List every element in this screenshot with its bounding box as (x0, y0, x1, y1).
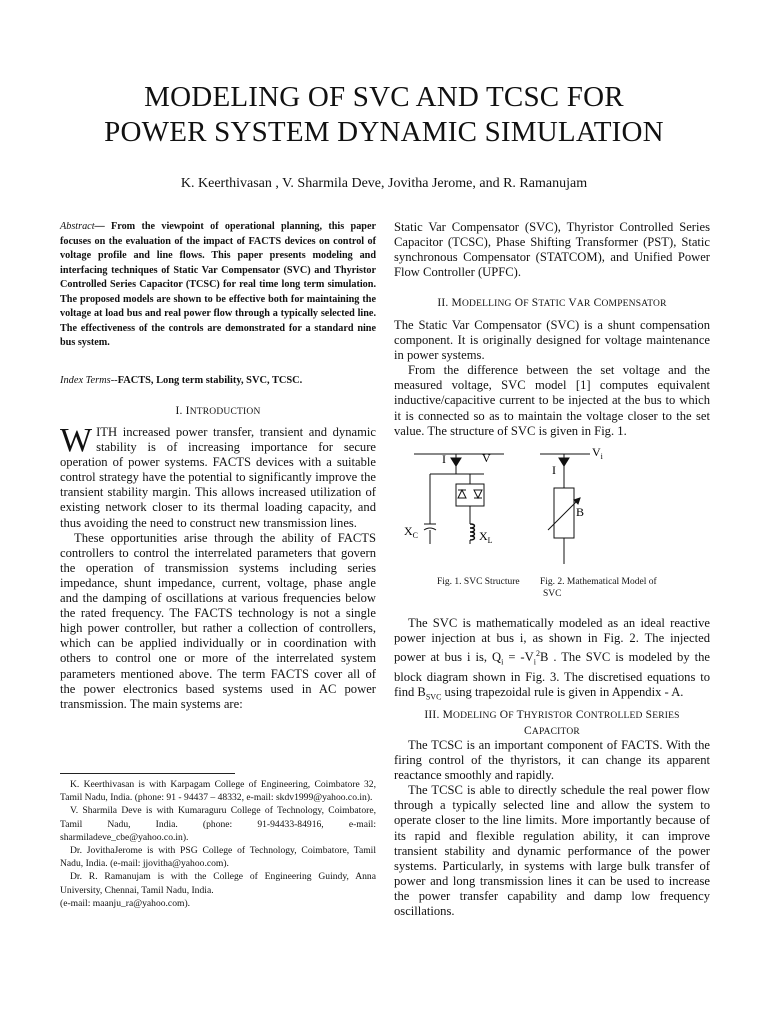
tcsc-paragraph-2: The TCSC is able to directly schedule the real power flow through a typically selected line and allow the system to operate closer to the line limits. More importantly because of its rapid and flexible regulation ability, it can improve transient stability and dynamic performance of the power systems. Particularly, in systems with large bulk transfer of power and long transmission lines it can be used to increase the power transfer capability and damp low frequency oscillations. (394, 783, 710, 919)
index-terms-label: Index Terms-- (60, 375, 118, 386)
svc-model-paragraph (394, 616, 710, 705)
footnote-2: V. Sharmila Deve is with Kumaraguru College of Technology, Coimbatore, Tamil Nadu, India. (phone: 91-94433-84916, e-mail: sharmiladeve_cbe@yahoo.co.in). (60, 805, 376, 843)
svc-model-text-1: The SVC is mathematically modeled as an ideal reactive power injection at bus i, as shown in Fig. 2. The injected power at bus i is, Q (394, 616, 710, 665)
w-initial: V (568, 297, 577, 309)
abstract-dash: — (94, 221, 112, 232)
fig2-b-label: B (576, 505, 585, 519)
fig1-xc-sub: C (412, 531, 419, 540)
section-number: II. (437, 297, 452, 309)
fig1-xl-main: X (479, 529, 488, 543)
w-rest: F (523, 299, 529, 309)
intro-paragraph-1: ITH increased power transfer, transient and dynamic stability is of increasing importance for secure operation of power systems. FACTS devices with a suitable control strategy have the potential to significantly improve the transient stability margin. This allows increased utilization of existing network closer to its thermal loading capacity, and thus avoiding the need to construct new transmission lines. (60, 425, 376, 530)
w-rest: ONTROLLED (583, 711, 643, 721)
abstract (60, 220, 376, 351)
intro-paragraph-2: These opportunities arise through the ability of FACTS controllers to control the interrelated parameters that govern the operation of transmission systems including series impedance, shunt impedance, current, voltage, phase angle and the damping of oscillations at various frequencies below the rated frequency. The FACTS technology is not a single high power controller, but rather a collection of controllers, which can be applied individually or in coordination with others to control one or more of the interrelated system parameters mentioned above. The term FACTS cover all of the power electronics based systems used in AC power transmission. The main systems are: (60, 530, 376, 711)
fig1-i-label: I (442, 452, 446, 466)
fig1-caption: Fig. 1. SVC Structure (437, 577, 520, 587)
facts-systems-list: Static Var Compensator (SVC), Thyristor Controlled Series Capacitor (TCSC), Phase Shifting Transformer (PST), Static synchronous Compensator (STATCOM), and Unified Power Flow Controller (UPFC). (394, 220, 710, 280)
w-rest: ERIES (652, 711, 680, 721)
v-subscript: i (533, 657, 536, 667)
footnote-divider (60, 773, 235, 774)
w-initial: T (516, 709, 524, 721)
q-subscript: i (501, 657, 504, 667)
section-heading-svc (394, 296, 710, 312)
section-number: III. (424, 709, 443, 721)
author-list: K. Keerthivasan , V. Sharmila Deve, Jovitha Jerome, and R. Ramanujam (180, 176, 588, 191)
fig2-vi-label (592, 445, 604, 461)
footnote-3: Dr. JovithaJerome is with PSG College of Technology, Coimbatore, Tamil Nadu, India. (e-mail: jjovitha@yahoo.com). (60, 845, 376, 870)
w-initial: M (451, 297, 462, 309)
fig1-xc-main: X (404, 524, 413, 538)
fig2-vi-sub: i (600, 452, 603, 461)
w-initial: S (645, 709, 653, 721)
w-rest: APACITOR (531, 727, 580, 738)
fig1-xl-sub: L (487, 536, 493, 545)
paper-title (0, 80, 768, 150)
svc-paragraph-2: From the difference between the set voltage and the measured voltage, SVC model [1] computes equivalent inductive/capacitive current to be injected at the bus to which it is connected so as to maintain the voltage closer to the set value. The structure of SVC is given in Fig. 1. (394, 363, 710, 438)
footnote-1: K. Keerthivasan is with Karpagam College of Engineering, Coimbatore 32, Tamil Nadu, India. (phone: 91 - 94437 – 48332, e-mail: skdv1999@yahoo.co.in). (60, 779, 376, 804)
v-superscript: 2 (535, 649, 540, 659)
section-rest: NTRODUCTION (189, 407, 261, 417)
fig1-v-label: V (482, 451, 491, 465)
footnote-4: Dr. R. Ramanujam is with the College of Engineering Guindy, Anna University, Chennai, Tamil Nadu, India. (60, 871, 376, 896)
abstract-text: From the viewpoint of operational planning, this paper focuses on the evaluation of the impact of FACTS devices on control of voltage profile and line flows. This paper presents modeling and interfacing techniques of Static Var Compensator (SVC) and Thyristor Controlled Series Capacitor (TCSC) for real time long term simulation. The proposed models are shown to be effective both for maintaining the voltage at load bus and real power flow through a typically selected line. The effectiveness of the controls are demonstrated for a standard nine bus system. (60, 221, 377, 348)
abstract-label: Abstract (60, 221, 95, 232)
svc-model-text-3: B . The SVC is modeled by the block diagram shown in Fig. 3. The discretised equations to find B (394, 650, 710, 700)
index-terms (60, 375, 376, 386)
w-initial: C (575, 709, 584, 721)
w-rest: F (508, 711, 514, 721)
tcsc-body (394, 738, 710, 919)
w-initial: M (442, 709, 454, 721)
index-terms-text: FACTS, Long term stability, SVC, TCSC. (117, 375, 303, 386)
tcsc-paragraph-1: The TCSC is an important component of FACTS. With the firing control of the thyristors, it can change its apparent reactance smoothly and rapidly. (394, 738, 710, 783)
w-rest: AR (576, 299, 591, 309)
section-number: I. (175, 405, 186, 417)
fig1-xc-label (404, 524, 418, 540)
w-initial: O (499, 709, 509, 721)
svc-figures (394, 440, 714, 575)
svc-body (394, 318, 710, 439)
w-rest: HYRISTOR (523, 711, 573, 721)
introduction-body (60, 422, 376, 712)
title-line-2: POWER SYSTEM DYNAMIC SIMULATION (104, 116, 664, 148)
w-initial: S (531, 297, 539, 309)
fig2-i-label: I (552, 463, 556, 477)
w-initial: C (593, 297, 602, 309)
footnote-5: (e-mail: maanju_ra@yahoo.com). (60, 897, 191, 909)
w-rest: ODELING (453, 711, 497, 721)
w-rest: TATIC (538, 299, 566, 309)
w-rest: ODELLING (461, 299, 512, 309)
b-subscript: SVC (425, 692, 442, 702)
fig1-svc-structure (414, 454, 504, 544)
section-heading-tcsc (394, 708, 710, 740)
fig2-vi-main: V (592, 445, 601, 459)
fig2-caption-line-1: Fig. 2. Mathematical Model of (540, 577, 657, 587)
title-line-1: MODELING OF SVC AND TCSC FOR (144, 81, 624, 113)
section-initial: I (185, 405, 190, 417)
w-initial: O (514, 297, 524, 309)
tcsc-heading-line-1 (394, 708, 710, 724)
footnotes (60, 778, 376, 910)
fig2-caption-line-2: SVC (543, 589, 562, 599)
drop-cap: W (60, 422, 93, 459)
w-rest: OMPENSATOR (601, 299, 667, 309)
section-heading-introduction (60, 404, 376, 420)
svc-model-text-4: using trapezoidal rule is given in Appendix - A. (441, 685, 684, 700)
w-initial: C (524, 725, 532, 738)
svc-paragraph-1: The Static Var Compensator (SVC) is a shunt compensation component. It is originally designed for voltage maintenance in power systems. (394, 318, 710, 363)
svc-model-text-2: = -V (503, 650, 534, 665)
fig1-xl-label (479, 529, 493, 545)
